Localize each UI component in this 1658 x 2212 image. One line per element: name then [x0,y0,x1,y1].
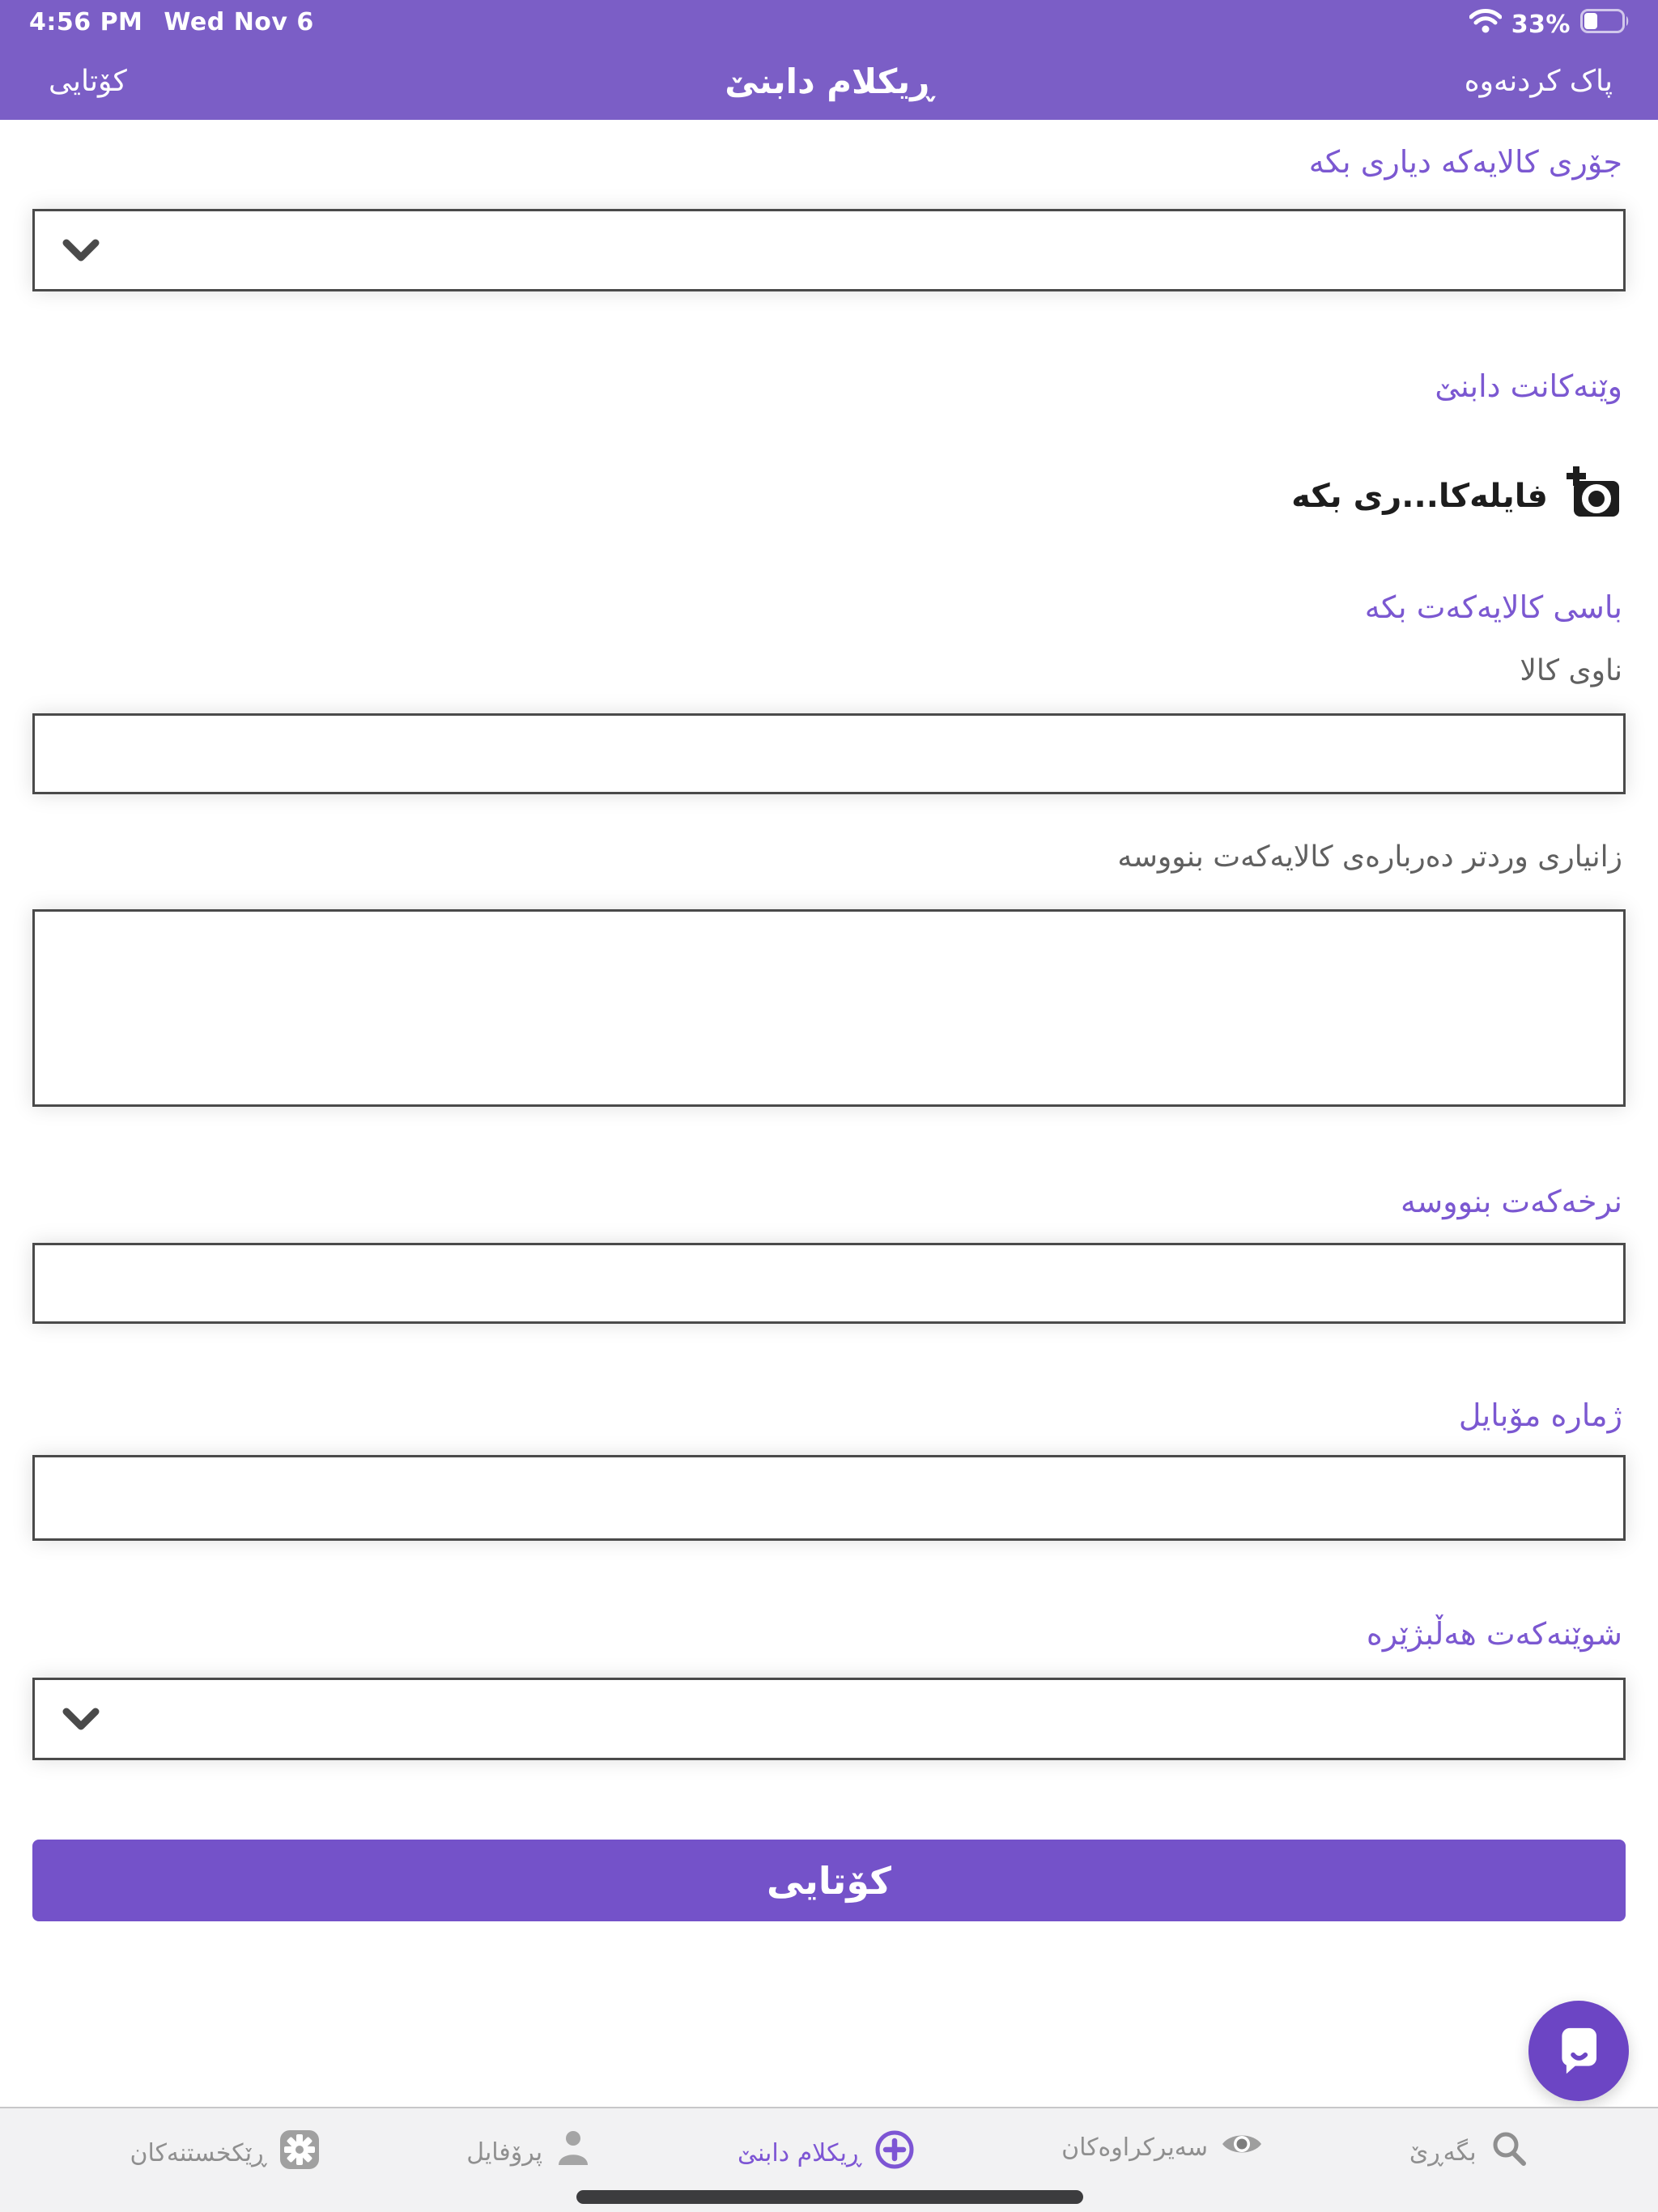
choose-files-button[interactable] [1291,468,1622,525]
nav-bar [0,52,1658,117]
mobile-input[interactable] [32,1455,1626,1541]
chat-fab-button[interactable] [1528,2001,1629,2101]
battery-percent: 33% [1511,10,1571,39]
finish-nav-button[interactable]: کۆتایی [49,65,127,98]
location-label: شوێنەکەت هەڵبژێرە [1366,1616,1622,1652]
name-input[interactable] [32,713,1626,794]
plus-circle-icon [874,2129,915,2176]
finish-submit-button[interactable]: کۆتایی [32,1840,1626,1921]
tab-label: سەیرکراوەکان [1061,2133,1209,2162]
eye-icon [1221,2129,1263,2165]
status-time: 4:56 PM [29,8,143,36]
tab-settings[interactable] [130,2129,320,2176]
tab-search[interactable] [1409,2129,1528,2175]
home-indicator[interactable] [576,2190,1083,2204]
status-date: Wed Nov 6 [164,8,314,36]
tab-label: ڕیکلام دابنێ [737,2138,862,2167]
gear-icon [279,2129,320,2176]
details-label: زانیاری وردتر دەربارەی کالایەکەت بنووسە [1117,840,1622,874]
category-select[interactable] [32,209,1626,291]
name-label: ناوی کالا [1520,654,1622,687]
search-icon [1490,2129,1528,2175]
app-header [0,0,1658,120]
chevron-down-icon [62,1707,100,1731]
tab-label: بگەڕێ [1409,2138,1477,2167]
tab-viewed[interactable] [1061,2129,1263,2165]
person-icon [555,2129,591,2175]
choose-files-label: فایلەکا...ری بکە [1291,478,1548,515]
status-time-date [29,8,314,36]
price-input[interactable] [32,1243,1626,1324]
describe-label: باسی کالایەکەت بکە [1364,589,1622,625]
images-label: وێنەکانت دابنێ [1435,368,1622,404]
category-label: جۆری کالایەکە دیاری بکە [1308,144,1622,180]
details-textarea[interactable] [32,909,1626,1107]
tab-profile[interactable] [466,2129,591,2175]
tab-label: پرۆفایل [466,2138,543,2167]
chevron-down-icon [62,238,100,262]
chat-bubble-icon [1552,2023,1605,2079]
camera-plus-icon [1562,466,1622,526]
status-bar [0,6,1658,42]
mobile-label: ژمارە مۆبایل [1458,1397,1622,1433]
clear-button[interactable]: پاک کردنەوە [1464,65,1613,98]
wifi-icon [1469,8,1502,40]
page-title: ڕیکلام دابنێ [725,62,933,101]
price-label: نرخەکەت بنووسە [1401,1184,1622,1219]
tab-place-ad[interactable] [738,2129,915,2176]
location-select[interactable] [32,1678,1626,1760]
battery-icon [1580,9,1630,40]
tab-label: ڕێکخستنەکان [130,2138,267,2167]
